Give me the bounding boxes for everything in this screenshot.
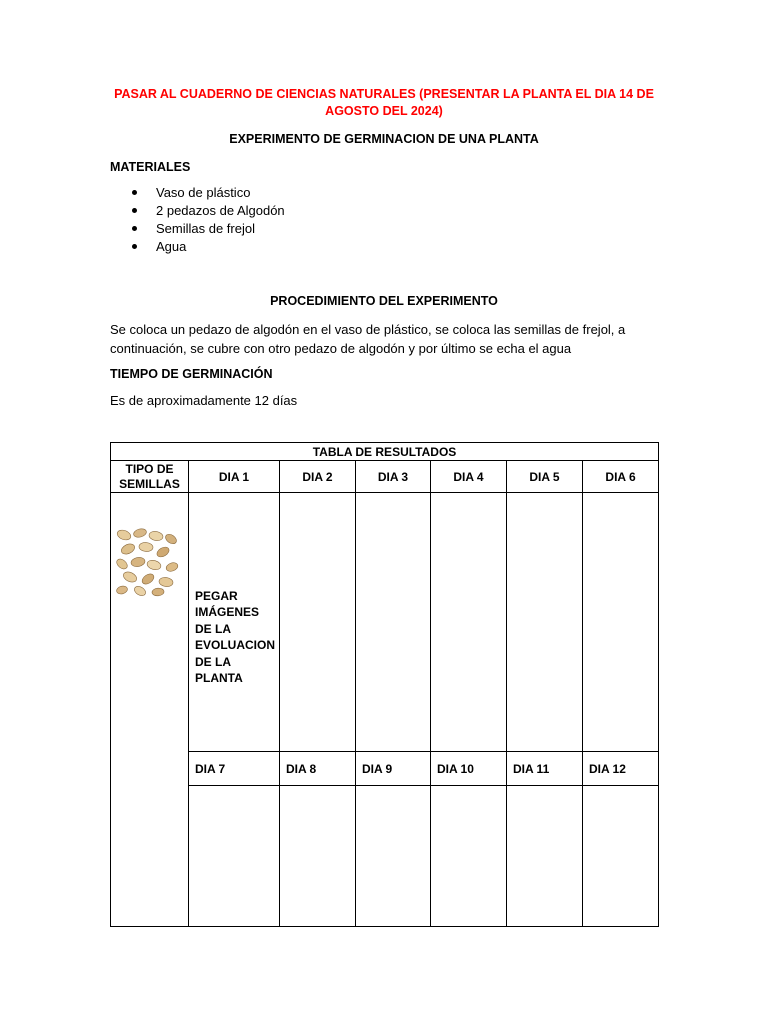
bullet-icon xyxy=(132,244,137,249)
seed-type-header: TIPO DE SEMILLAS xyxy=(111,461,189,493)
day-header: DIA 1 xyxy=(189,461,280,493)
results-table xyxy=(110,442,659,927)
day-cell xyxy=(356,493,431,752)
day-cell xyxy=(280,493,356,752)
material-label: Agua xyxy=(156,239,187,254)
list-item xyxy=(130,238,285,256)
day-cell xyxy=(583,786,659,927)
bullet-icon xyxy=(132,208,137,213)
day-header: DIA 3 xyxy=(356,461,431,493)
list-item xyxy=(130,184,285,202)
material-label: Semillas de frejol xyxy=(156,221,255,236)
notice-text: PASAR AL CUADERNO DE CIENCIAS NATURALES (PRESENTAR LA PLANTA EL DIA 14 DE AGOSTO DEL 2024) xyxy=(114,87,654,118)
table-caption: TABLA DE RESULTADOS xyxy=(111,443,659,461)
materials-heading: MATERIALES xyxy=(110,160,191,174)
day-header: DIA 11 xyxy=(507,752,583,786)
day-header: DIA 6 xyxy=(583,461,659,493)
material-label: Vaso de plástico xyxy=(156,185,251,200)
instruction-cell: PEGAR IMÁGENES DE LA EVOLUACION DE LA PLANTA xyxy=(189,493,280,752)
day-header: DIA 12 xyxy=(583,752,659,786)
table-row xyxy=(111,786,659,927)
day-cell xyxy=(583,493,659,752)
table-row xyxy=(111,461,659,493)
list-item xyxy=(130,220,285,238)
bullet-icon xyxy=(132,226,137,231)
day-header: DIA 9 xyxy=(356,752,431,786)
bean-seeds-image xyxy=(116,527,180,597)
day-header: DIA 8 xyxy=(280,752,356,786)
day-cell xyxy=(356,786,431,927)
day-header: DIA 5 xyxy=(507,461,583,493)
material-label: 2 pedazos de Algodón xyxy=(156,203,285,218)
day-cell xyxy=(280,786,356,927)
list-item xyxy=(130,202,285,220)
day-header: DIA 4 xyxy=(431,461,507,493)
materials-list xyxy=(130,184,285,256)
day-cell xyxy=(507,493,583,752)
day-header: DIA 7 xyxy=(189,752,280,786)
bullet-icon xyxy=(132,190,137,195)
day-cell xyxy=(431,786,507,927)
procedure-heading: PROCEDIMIENTO DEL EXPERIMENTO xyxy=(270,294,498,308)
day-cell xyxy=(189,786,280,927)
table-row xyxy=(111,752,659,786)
experiment-title: EXPERIMENTO DE GERMINACION DE UNA PLANTA xyxy=(229,132,539,146)
day-cell xyxy=(507,786,583,927)
day-cell xyxy=(431,493,507,752)
seed-image-cell xyxy=(111,493,189,927)
germination-heading: TIEMPO DE GERMINACIÓN xyxy=(110,367,273,381)
procedure-text: Se coloca un pedazo de algodón en el vaso de plástico, se coloca las semillas de frejol, a continuación, se cubre con otro pedazo de algodón y por último se echa el agua xyxy=(110,322,626,356)
table-row xyxy=(111,493,659,752)
germination-text: Es de aproximadamente 12 días xyxy=(110,393,298,408)
day-header: DIA 2 xyxy=(280,461,356,493)
day-header: DIA 10 xyxy=(431,752,507,786)
